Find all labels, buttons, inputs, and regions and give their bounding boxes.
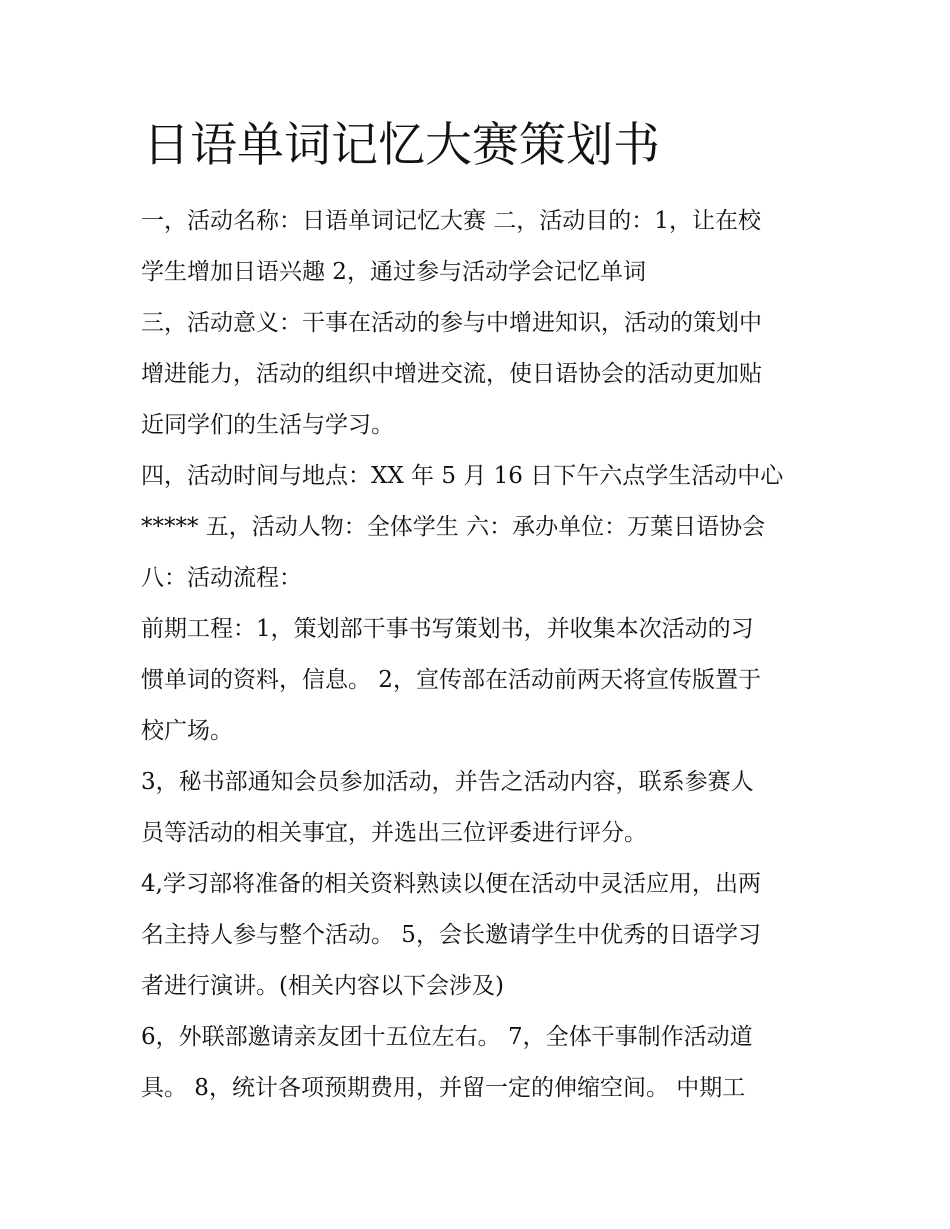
text-line: 员等活动的相关事宜，并选出三位评委进行评分。: [141, 820, 647, 846]
text-line: 惯单词的资料，信息。 2，宣传部在活动前两天将宣传版置于: [141, 667, 761, 693]
text-line: 校广场。: [141, 718, 233, 744]
text-line: 3，秘书部通知会员参加活动，并告之活动内容，联系参赛人: [141, 769, 754, 795]
text-line: 者进行演讲。(相关内容以下会涉及): [141, 973, 504, 999]
document-body: [141, 196, 831, 1114]
text-line: 6，外联部邀请亲友团十五位左右。 7，全体干事制作活动道: [141, 1024, 753, 1050]
document-title: 日语单词记忆大赛策划书: [143, 118, 660, 173]
text-line: 三，活动意义：干事在活动的参与中增进知识，活动的策划中: [141, 310, 762, 336]
text-line: 学生增加日语兴趣 2，通过参与活动学会记忆单词: [141, 259, 646, 285]
text-line: 前期工程：1，策划部干事书写策划书，并收集本次活动的习: [141, 616, 754, 642]
text-line: ***** 五，活动人物：全体学生 六：承办单位：万葉日语协会: [141, 514, 766, 540]
text-line: 具。 8，统计各项预期费用，并留一定的伸缩空间。 中期工: [141, 1075, 746, 1101]
text-line: 4,学习部将准备的相关资料熟读以便在活动中灵活应用，出两: [141, 871, 761, 897]
text-line: 一，活动名称：日语单词记忆大赛 二，活动目的：1，让在校: [141, 208, 761, 234]
text-line: 名主持人参与整个活动。 5，会长邀请学生中优秀的日语学习: [141, 922, 761, 948]
text-line: 增进能力，活动的组织中增进交流，使日语协会的活动更加贴: [141, 361, 762, 387]
text-line: 八：活动流程：: [141, 565, 302, 591]
text-line: 四，活动时间与地点：XX 年 5 月 16 日下午六点学生活动中心: [141, 463, 784, 489]
text-line: 近同学们的生活与学习。: [141, 412, 394, 438]
